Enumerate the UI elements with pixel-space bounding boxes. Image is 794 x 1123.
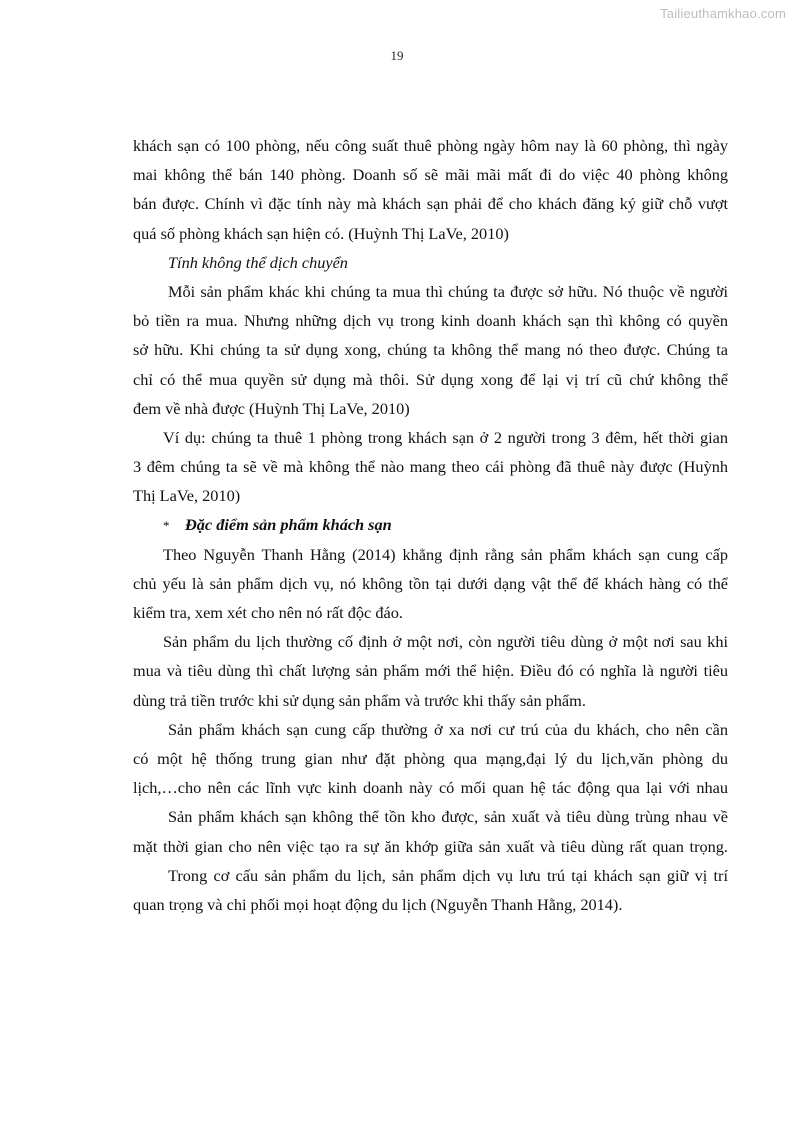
text-line: Thị LaVe, 2010) bbox=[133, 486, 241, 506]
text-line: mặt thời gian cho nên việc tạo ra sự ăn khớp giữa sản xuất và tiêu dùng rất quan trọng. bbox=[133, 836, 728, 856]
text-line: Sản phẩm khách sạn không thể tồn kho được, sản xuất và tiêu dùng trùng nhau về bbox=[168, 807, 728, 827]
paragraph bbox=[133, 540, 728, 628]
text-line: mai không thể bán 140 phòng. Doanh số sẽ mãi mãi mất đi do việc 40 phòng không bbox=[133, 165, 728, 185]
paragraph bbox=[133, 423, 728, 511]
text-line: Trong cơ cấu sản phẩm du lịch, sản phẩm dịch vụ lưu trú tại khách sạn giữ vị trí bbox=[168, 865, 728, 885]
bullet-heading bbox=[133, 510, 728, 539]
text-line: đem về nhà được (Huỳnh Thị LaVe, 2010) bbox=[133, 398, 410, 418]
watermark: Tailieuthamkhao.com bbox=[660, 6, 786, 21]
text-line: Theo Nguyễn Thanh Hằng (2014) khẳng định rằng sản phẩm khách sạn cung cấp bbox=[163, 544, 728, 564]
text-line: bỏ tiền ra mua. Nhưng những dịch vụ trong kinh doanh khách sạn thì không có quyền bbox=[133, 311, 728, 331]
text-line: mua và tiêu dùng thì chất lượng sản phẩm mới thể hiện. Điều đó có nghĩa là người tiêu bbox=[133, 661, 728, 681]
paragraph bbox=[133, 131, 728, 248]
text-line: quá số phòng khách sạn hiện có. (Huỳnh Thị LaVe, 2010) bbox=[133, 223, 509, 243]
text-line: lịch,…cho nên các lĩnh vực kinh doanh này có mối quan hệ tác động qua lại với nhau bbox=[133, 778, 728, 798]
page-number: 19 bbox=[390, 48, 404, 63]
text-line: khách sạn có 100 phòng, nếu công suất thuê phòng ngày hôm nay là 60 phòng, thì ngày bbox=[133, 136, 728, 155]
text-line: chủ yếu là sản phẩm dịch vụ, nó không tồn tại dưới dạng vật thể để khách hàng có thể bbox=[133, 573, 728, 593]
text-line: quan trọng và chi phối mọi hoạt động du lịch (Nguyễn Thanh Hằng, 2014). bbox=[133, 894, 623, 914]
text-line: kiểm tra, xem xét cho nên nó rất độc đáo. bbox=[133, 603, 403, 622]
paragraph bbox=[133, 715, 728, 803]
text-line: 3 đêm chúng ta sẽ về mà không thể nào mang theo cái phòng đã thuê này được (Huỳnh bbox=[133, 457, 728, 477]
text-line: có một hệ thống trung gian như đặt phòng qua mạng,đại lý du lịch,văn phòng du bbox=[133, 748, 728, 768]
text-line: Ví dụ: chúng ta thuê 1 phòng trong khách sạn ở 2 người trong 3 đêm, hết thời gian bbox=[163, 427, 728, 447]
text-line: Sản phẩm du lịch thường cố định ở một nơi, còn người tiêu dùng ở một nơi sau khi bbox=[163, 632, 728, 652]
bullet-heading-text: Đặc điểm sản phẩm khách sạn bbox=[185, 515, 392, 535]
paragraph bbox=[133, 861, 728, 919]
text-line: bán được. Chính vì đặc tính này mà khách sạn phải để cho khách đăng ký giữ chỗ vượt bbox=[133, 194, 728, 214]
text-line: Mỗi sản phẩm khác khi chúng ta mua thì chúng ta được sở hữu. Nó thuộc về người bbox=[168, 281, 728, 301]
document-body bbox=[133, 131, 728, 919]
section-heading: Tính không thể dịch chuyển bbox=[168, 252, 348, 272]
paragraph bbox=[133, 802, 728, 860]
text-line: Sản phẩm khách sạn cung cấp thường ở xa nơi cư trú của du khách, cho nên cần bbox=[168, 719, 728, 739]
text-line: dùng trả tiền trước khi sử dụng sản phẩm và trước khi thấy sản phẩm. bbox=[133, 690, 586, 710]
text-line: sở hữu. Khi chúng ta sử dụng xong, chúng ta không thể mang nó theo được. Chúng ta bbox=[133, 340, 728, 360]
bullet-icon: * bbox=[163, 518, 170, 534]
text-line: chỉ có thể mua quyền sử dụng mà thôi. Sử dụng xong để lại vị trí cũ chứ không thể bbox=[133, 369, 728, 389]
paragraph bbox=[133, 627, 728, 715]
paragraph bbox=[133, 277, 728, 423]
